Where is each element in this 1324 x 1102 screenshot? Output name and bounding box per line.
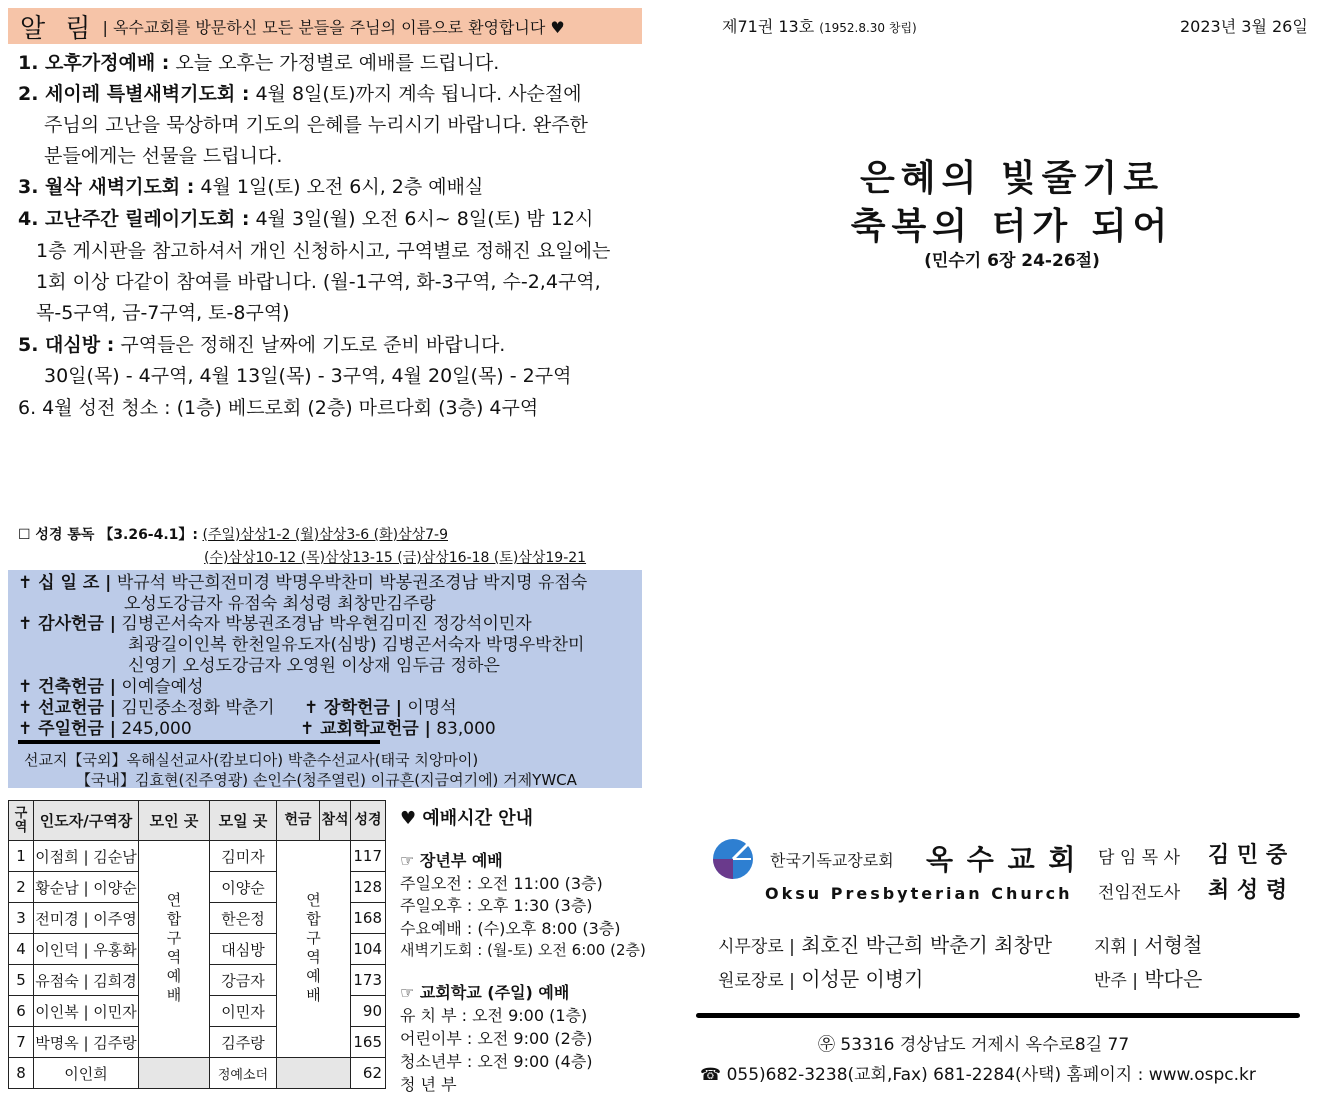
building-names: 이예슬예성: [121, 677, 204, 697]
sermon-title-line-1: 은혜의 빛줄기로: [860, 158, 1164, 199]
met-place-merged: 연합구역예배: [139, 841, 210, 1058]
church-name-en: Oksu Presbyterian Church: [765, 884, 1073, 903]
notice-item-text: 구역들은 정해진 날짜에 기도로 준비 바랍니다.: [114, 334, 506, 356]
district-table: [8, 800, 386, 1089]
district-next: 한은정: [210, 903, 277, 934]
district-next: 김미자: [210, 841, 277, 872]
thanks-row: [18, 613, 532, 635]
missionary-line-2: 【국내】김효현(진주영광) 손인수(청주열린) 이규흔(지금여기에) 거제YWCA: [76, 771, 577, 789]
reading-label: ☐ 성경 통독 【3.26-4.1】:: [18, 527, 199, 543]
district-bible: 165: [351, 1027, 386, 1058]
accompanist-label: 반주 |: [1094, 971, 1138, 991]
thanks-names: 최광길이인복 한천일유도자(심방) 김병곤서숙자 박명우박찬미: [128, 635, 585, 655]
evangelist-label: 전임전도사: [1098, 883, 1181, 903]
scholar-label: ✝ 장학헌금 |: [304, 698, 402, 718]
bulletin-date: 2023년 3월 26일: [1180, 17, 1308, 36]
notice-item: [36, 239, 610, 263]
col-next-place: 모일 곳: [210, 801, 277, 841]
district-met-blank: [139, 1058, 210, 1089]
district-leader: 전미경 | 이주영: [34, 903, 139, 934]
col-attendance: 참석: [320, 801, 351, 841]
elders-row: [718, 929, 1052, 958]
notice-item-head: 4. 고난주간 릴레이기도회 :: [18, 208, 250, 230]
district-no: 3: [9, 903, 34, 934]
notice-item-text: 주님의 고난을 묵상하며 기도의 은혜를 누리시기 바랍니다. 완주한: [44, 114, 588, 136]
thanks-row-2: [128, 634, 584, 656]
tithe-row: [18, 572, 587, 594]
sermon-title-line-2: 축복의 터가 되어: [850, 206, 1174, 247]
notice-item: [18, 82, 582, 106]
notice-welcome: | 옥수교회를 방문하신 모든 분들을 주님의 이름으로 환영합니다 ♥: [102, 17, 565, 37]
adult-worship-item: 새벽기도회 : (월-토) 오전 6:00 (2층): [400, 941, 646, 959]
mission-row: [18, 697, 275, 719]
worship-title: ♥ 예배시간 안내: [400, 808, 533, 829]
district-bible: 104: [351, 934, 386, 965]
notice-title: 알 림: [20, 13, 97, 44]
table-row: [9, 841, 386, 872]
district-bible: 90: [351, 996, 386, 1027]
table-header-row: [9, 801, 386, 841]
missionary-line-1: 선교지【국외】옥해실선교사(캄보디아) 박춘수선교사(태국 치앙마이): [24, 751, 479, 769]
notice-item-text: 목-5구역, 금-7구역, 토-8구역): [36, 302, 290, 324]
adult-worship-title: [400, 848, 503, 871]
school-amount: 83,000: [436, 719, 496, 739]
sunday-row: [18, 718, 192, 740]
school-worship-item: 청소년부 : 오전 9:00 (4층): [400, 1052, 593, 1071]
mission-label: ✝ 선교헌금 |: [18, 698, 116, 718]
footer-divider: [696, 1013, 1300, 1018]
reading-plan: [18, 524, 448, 544]
retired-row: [718, 963, 923, 992]
building-row: [18, 676, 204, 698]
conductor-name: 서형철: [1144, 933, 1203, 957]
school-worship-title: [400, 980, 569, 1003]
district-leader: 이인희: [34, 1058, 139, 1089]
district-bible: 62: [351, 1058, 386, 1089]
district-next: 강금자: [210, 965, 277, 996]
building-label: ✝ 건축헌금 |: [18, 677, 116, 697]
thanks-names: 김병곤서숙자 박봉권조경남 박우현김미진 정강석이민자: [121, 614, 532, 634]
conductor-label: 지휘 |: [1094, 937, 1138, 957]
scholar-names: 이명석: [407, 698, 457, 718]
founded-date: (1952.8.30 창립): [819, 21, 917, 35]
table-row: [9, 1058, 386, 1089]
church-logo-icon: [712, 838, 754, 880]
contact-info: ☎ 055)682-3238(교회,Fax) 681-2284(사택) 홈페이지 : www.ospc.kr: [700, 1065, 1256, 1085]
notice-item-head: 5. 대심방 :: [18, 334, 115, 356]
notice-item-text: 1층 게시판을 참고하셔서 개인 신청하시고, 구역별로 정해진 요일에는: [36, 240, 611, 262]
notice-item-head: 3. 월삭 새벽기도회 :: [18, 176, 195, 198]
district-next: 정예소더: [210, 1058, 277, 1089]
address: ㉾ 53316 경상남도 거제시 옥수로8길 77: [818, 1035, 1130, 1055]
pastor-label: 담 임 목 사: [1098, 848, 1180, 868]
notice-item-head: 1. 오후가정예배 :: [18, 52, 170, 74]
col-district: 구역: [9, 801, 34, 841]
school-worship-item: 청 년 부: [400, 1075, 457, 1094]
evangelist-name: 최 성 령: [1208, 878, 1288, 903]
notice-item-text: 30일(목) - 4구역, 4월 13일(목) - 3구역, 4월 20일(목) - 2구역: [44, 365, 572, 387]
district-leader: 박명옥 | 김주랑: [34, 1027, 139, 1058]
notice-item-text: 분들에게는 선물을 드립니다.: [44, 145, 283, 167]
notice-item-text: 4월 3일(월) 오전 6시~ 8일(토) 밤 12시: [249, 208, 594, 230]
notice-item-text: 6. 4월 성전 청소 : (1층) 베드로회 (2층) 마르다회 (3층) 4구역: [18, 397, 539, 419]
district-next: 이민자: [210, 996, 277, 1027]
notice-item: [18, 51, 499, 75]
district-no: 5: [9, 965, 34, 996]
school-label: ✝ 교회학교헌금 |: [300, 719, 431, 739]
district-leader: 이인복 | 이민자: [34, 996, 139, 1027]
adult-worship-heading: ☞ 장년부 예배: [400, 851, 503, 870]
district-next: 이양순: [210, 872, 277, 903]
district-leader: 유점숙 | 김희경: [34, 965, 139, 996]
notice-item: [18, 175, 483, 199]
district-leader: 황순남 | 이양순: [34, 872, 139, 903]
notice-item: [44, 113, 588, 137]
adult-worship-item: 주일오후 : 오후 1:30 (3층): [400, 896, 593, 915]
sunday-label: ✝ 주일헌금 |: [18, 719, 116, 739]
tithe-names: 박규석 박근희전미경 박명우박찬미 박봉권조경남 박지명 유점숙: [116, 573, 588, 593]
notice-item: [18, 207, 593, 231]
tithe-label: ✝ 십 일 조 |: [18, 573, 112, 593]
volume-number: 제71권 13호: [722, 17, 815, 36]
mission-names: 김민중소정화 박춘기: [121, 698, 275, 718]
notice-item-text: 4월 8일(토)까지 계속 됩니다. 사순절에: [249, 83, 582, 105]
adult-worship-item: 주일오전 : 오전 11:00 (3층): [400, 874, 603, 893]
sermon-scripture: (민수기 6장 24-26절): [924, 251, 1100, 271]
col-leader: 인도자/구역장: [34, 801, 139, 841]
col-bible: 성경: [351, 801, 386, 841]
pastor-name: 김 민 중: [1208, 843, 1288, 868]
accompanist-name: 박다은: [1144, 967, 1203, 991]
denomination: 한국기독교장로회: [770, 851, 894, 870]
elders-label: 시무장로 |: [718, 937, 795, 957]
district-no: 7: [9, 1027, 34, 1058]
district-bible: 117: [351, 841, 386, 872]
district-leader: 이점희 | 김순남: [34, 841, 139, 872]
notice-item-text: 4월 1일(토) 오전 6시, 2층 예배실: [194, 176, 484, 198]
notice-item: [18, 396, 538, 420]
notice-item-head: 2. 세이레 특별새벽기도회 :: [18, 83, 250, 105]
reading-plan-2: [204, 547, 586, 567]
notice-item: [36, 301, 290, 325]
school-row: [300, 718, 496, 740]
notice-item: [44, 364, 571, 388]
district-no: 4: [9, 934, 34, 965]
notice-item: [36, 270, 601, 294]
tithe-names: 오성도강금자 유점숙 최성령 최창만김주랑: [124, 594, 436, 614]
notice-item-text: 1회 이상 다같이 참여를 바랍니다. (월-1구역, 화-3구역, 수-2,4구역,: [36, 271, 601, 293]
offering-divider: [18, 740, 380, 744]
district-no: 6: [9, 996, 34, 1027]
retired-names: 이성문 이병기: [801, 967, 924, 991]
school-worship-heading: ☞ 교회학교 (주일) 예배: [400, 983, 570, 1002]
reading-line-2: (수)삼상10-12 (목)삼상13-15 (금)삼상16-18 (토)삼상19-21: [204, 550, 587, 566]
accompanist-row: [1094, 963, 1202, 992]
thanks-names: 신영기 오성도강금자 오영원 이상재 임두금 정하은: [128, 656, 500, 676]
district-leader: 이인덕 | 우홍화: [34, 934, 139, 965]
adult-worship-item: 수요예배 : (수)오후 8:00 (3층): [400, 919, 621, 938]
retired-label: 원로장로 |: [718, 971, 795, 991]
district-bible: 173: [351, 965, 386, 996]
church-name: 옥 수 교 회: [926, 843, 1078, 876]
district-bible: 168: [351, 903, 386, 934]
scholar-row: [304, 697, 457, 719]
conductor-row: [1094, 929, 1202, 958]
notice-item: [44, 144, 282, 168]
col-offering: 헌금: [277, 801, 320, 841]
district-next: 김주랑: [210, 1027, 277, 1058]
notice-item: [18, 333, 505, 357]
district-next: 대심방: [210, 934, 277, 965]
district-no: 1: [9, 841, 34, 872]
volume-info: [722, 14, 917, 37]
district-offering-blank: [277, 1058, 351, 1089]
sunday-amount: 245,000: [121, 719, 192, 739]
notice-item-text: 오늘 오후는 가정별로 예배를 드립니다.: [169, 52, 500, 74]
thanks-row-3: [128, 655, 500, 677]
notice-header: [8, 8, 642, 44]
district-bible: 128: [351, 872, 386, 903]
offering-merged: 연합구역예배: [277, 841, 351, 1058]
district-no: 8: [9, 1058, 34, 1089]
thanks-label: ✝ 감사헌금 |: [18, 614, 116, 634]
reading-line-1: (주일)삼상1-2 (월)삼상3-6 (화)삼상7-9: [202, 527, 448, 543]
col-met-place: 모인 곳: [139, 801, 210, 841]
school-worship-item: 유 치 부 : 오전 9:00 (1층): [400, 1006, 588, 1025]
district-no: 2: [9, 872, 34, 903]
tithe-row-2: [124, 593, 436, 615]
school-worship-item: 어린이부 : 오전 9:00 (2층): [400, 1029, 593, 1048]
elders-names: 최호진 박근희 박춘기 최창만: [801, 933, 1053, 957]
